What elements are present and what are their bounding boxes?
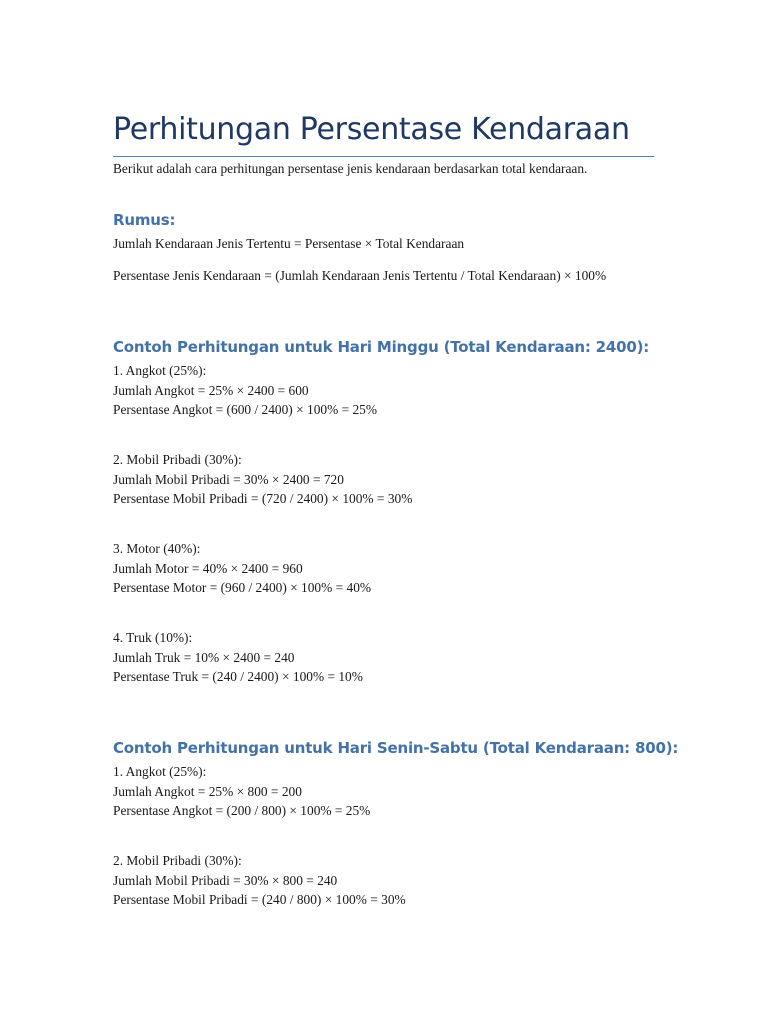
minggu-item-motor <box>113 539 371 598</box>
page-title: Perhitungan Persentase Kendaraan <box>113 112 654 157</box>
item-label: 1. Angkot (25%): <box>113 363 207 378</box>
senin-item-mobil-pribadi <box>113 851 406 910</box>
item-label: 2. Mobil Pribadi (30%): <box>113 452 242 467</box>
item-persentase: Persentase Truk = (240 / 2400) × 100% = 10% <box>113 669 363 685</box>
minggu-heading: Contoh Perhitungan untuk Hari Minggu (Total Kendaraan: 2400): <box>113 338 650 356</box>
minggu-item-mobil-pribadi <box>113 450 412 509</box>
item-persentase: Persentase Mobil Pribadi = (720 / 2400) × 100% = 30% <box>113 491 413 507</box>
minggu-item-angkot <box>113 361 377 420</box>
minggu-item-truk <box>113 628 363 687</box>
rumus-heading: Rumus: <box>113 211 176 229</box>
item-jumlah: Jumlah Angkot = 25% × 800 = 200 <box>113 783 302 799</box>
senin-item-angkot <box>113 762 370 821</box>
item-label: 2. Mobil Pribadi (30%): <box>113 853 242 868</box>
item-persentase: Persentase Mobil Pribadi = (240 / 800) × 100% = 30% <box>113 892 406 908</box>
item-jumlah: Jumlah Motor = 40% × 2400 = 960 <box>113 560 303 576</box>
item-jumlah: Jumlah Mobil Pribadi = 30% × 800 = 240 <box>113 872 338 888</box>
item-persentase: Persentase Angkot = (600 / 2400) × 100% = 25% <box>113 402 378 418</box>
formula-jumlah: Jumlah Kendaraan Jenis Tertentu = Persentase × Total Kendaraan <box>113 236 465 251</box>
item-label: 3. Motor (40%): <box>113 541 201 556</box>
senin-sabtu-heading: Contoh Perhitungan untuk Hari Senin-Sabtu (Total Kendaraan: 800): <box>113 739 679 757</box>
item-jumlah: Jumlah Mobil Pribadi = 30% × 2400 = 720 <box>113 471 344 487</box>
item-jumlah: Jumlah Truk = 10% × 2400 = 240 <box>113 649 295 665</box>
intro-paragraph: Berikut adalah cara perhitungan persentase jenis kendaraan berdasarkan total kendaraan. <box>113 161 588 176</box>
item-persentase: Persentase Motor = (960 / 2400) × 100% = 40% <box>113 580 372 596</box>
item-label: 1. Angkot (25%): <box>113 764 207 779</box>
item-persentase: Persentase Angkot = (200 / 800) × 100% = 25% <box>113 803 371 819</box>
item-label: 4. Truk (10%): <box>113 630 193 645</box>
formula-persentase: Persentase Jenis Kendaraan = (Jumlah Kendaraan Jenis Tertentu / Total Kendaraan) × 100% <box>113 268 607 283</box>
item-jumlah: Jumlah Angkot = 25% × 2400 = 600 <box>113 382 309 398</box>
